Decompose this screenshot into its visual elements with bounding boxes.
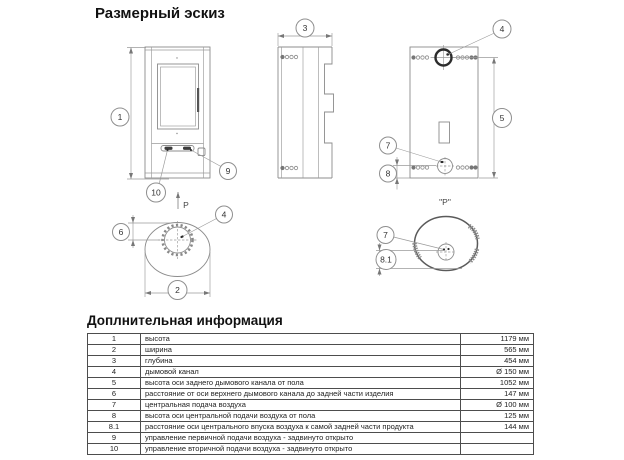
p-arrow-label: P	[183, 200, 189, 210]
row-value: 454 мм	[461, 356, 534, 367]
row-number: 1	[88, 334, 141, 345]
table-row	[88, 378, 534, 389]
table-row	[88, 356, 534, 367]
flue-outlet	[431, 45, 457, 70]
row-number: 7	[88, 400, 141, 411]
svg-text:7: 7	[383, 230, 388, 240]
back-view	[380, 20, 512, 190]
row-value: 1179 мм	[461, 334, 534, 345]
svg-text:9: 9	[225, 166, 231, 176]
row-number: 3	[88, 356, 141, 367]
svg-text:6: 6	[118, 227, 124, 237]
row-number: 10	[88, 444, 141, 455]
row-number: 8	[88, 411, 141, 422]
row-number: 4	[88, 367, 141, 378]
row-description: высота	[141, 334, 461, 345]
row-value: 565 мм	[461, 345, 534, 356]
row-description: дымовой канал	[141, 367, 461, 378]
flue-top	[158, 221, 197, 259]
air-inlet-bottom	[436, 242, 456, 262]
svg-text:4: 4	[499, 24, 505, 34]
table-row	[88, 334, 534, 345]
row-number: 5	[88, 378, 141, 389]
svg-text:3: 3	[302, 23, 308, 33]
rear-profile	[325, 47, 334, 178]
row-value	[461, 433, 534, 444]
row-number: 2	[88, 345, 141, 356]
row-value: 1052 мм	[461, 378, 534, 389]
rear-cutout	[439, 122, 450, 143]
svg-text:1: 1	[117, 112, 123, 122]
air-inlet	[436, 157, 454, 176]
row-value: Ø 100 мм	[461, 400, 534, 411]
row-number: 8.1	[88, 422, 141, 433]
svg-text:4: 4	[221, 209, 227, 220]
table-row	[88, 400, 534, 411]
p-view-label: "P"	[439, 197, 451, 207]
row-description: ширина	[141, 345, 461, 356]
table-row	[88, 367, 534, 378]
dimension-3	[278, 19, 332, 46]
svg-text:8.1: 8.1	[380, 254, 392, 265]
section-title: Доплнительная информация	[87, 313, 283, 328]
table-row	[88, 389, 534, 400]
row-number: 6	[88, 389, 141, 400]
svg-text:7: 7	[385, 140, 391, 151]
row-value: 144 мм	[461, 422, 534, 433]
table-row	[88, 444, 534, 455]
svg-text:8: 8	[385, 168, 391, 179]
svg-text:10: 10	[151, 187, 161, 198]
row-value: 125 мм	[461, 411, 534, 422]
view-direction-arrow	[178, 192, 189, 210]
side-view	[278, 19, 334, 178]
table-row	[88, 345, 534, 356]
row-description: высота оси центральной подачи воздуха от пола	[141, 411, 461, 422]
row-value	[461, 444, 534, 455]
row-description: глубина	[141, 356, 461, 367]
door-handle	[197, 88, 199, 112]
info-table	[87, 333, 534, 455]
row-value: 147 мм	[461, 389, 534, 400]
dimension-2	[145, 252, 210, 300]
table-row	[88, 433, 534, 444]
dimension-5	[453, 58, 512, 179]
dimension-8	[380, 157, 437, 190]
row-description: управление вторичной подачи воздуха - задвинуто открыто	[141, 444, 461, 455]
table-row	[88, 411, 534, 422]
table-row	[88, 422, 534, 433]
page-title: Размерный эскиз	[95, 5, 225, 22]
row-value: Ø 150 мм	[461, 367, 534, 378]
top-view	[113, 206, 233, 300]
info-table-body	[88, 334, 534, 455]
row-number: 9	[88, 433, 141, 444]
row-description: расстояние оси центрального впуска воздуха к самой задней части продукта	[141, 422, 461, 433]
row-description: высота оси заднего дымового канала от пола	[141, 378, 461, 389]
bottom-view-p	[376, 197, 478, 276]
stove-body-front	[145, 47, 210, 178]
svg-text:5: 5	[499, 113, 505, 123]
dimension-6	[113, 215, 171, 248]
row-description: центральная подача воздуха	[141, 400, 461, 411]
svg-text:2: 2	[175, 285, 180, 295]
row-description: управление первичной подачи воздуха - задвинуто открыто	[141, 433, 461, 444]
front-view	[111, 47, 237, 210]
row-description: расстояние от оси верхнего дымового канала до задней части изделия	[141, 389, 461, 400]
door-glass-inner	[161, 67, 196, 126]
door-glass-outer	[158, 64, 199, 129]
